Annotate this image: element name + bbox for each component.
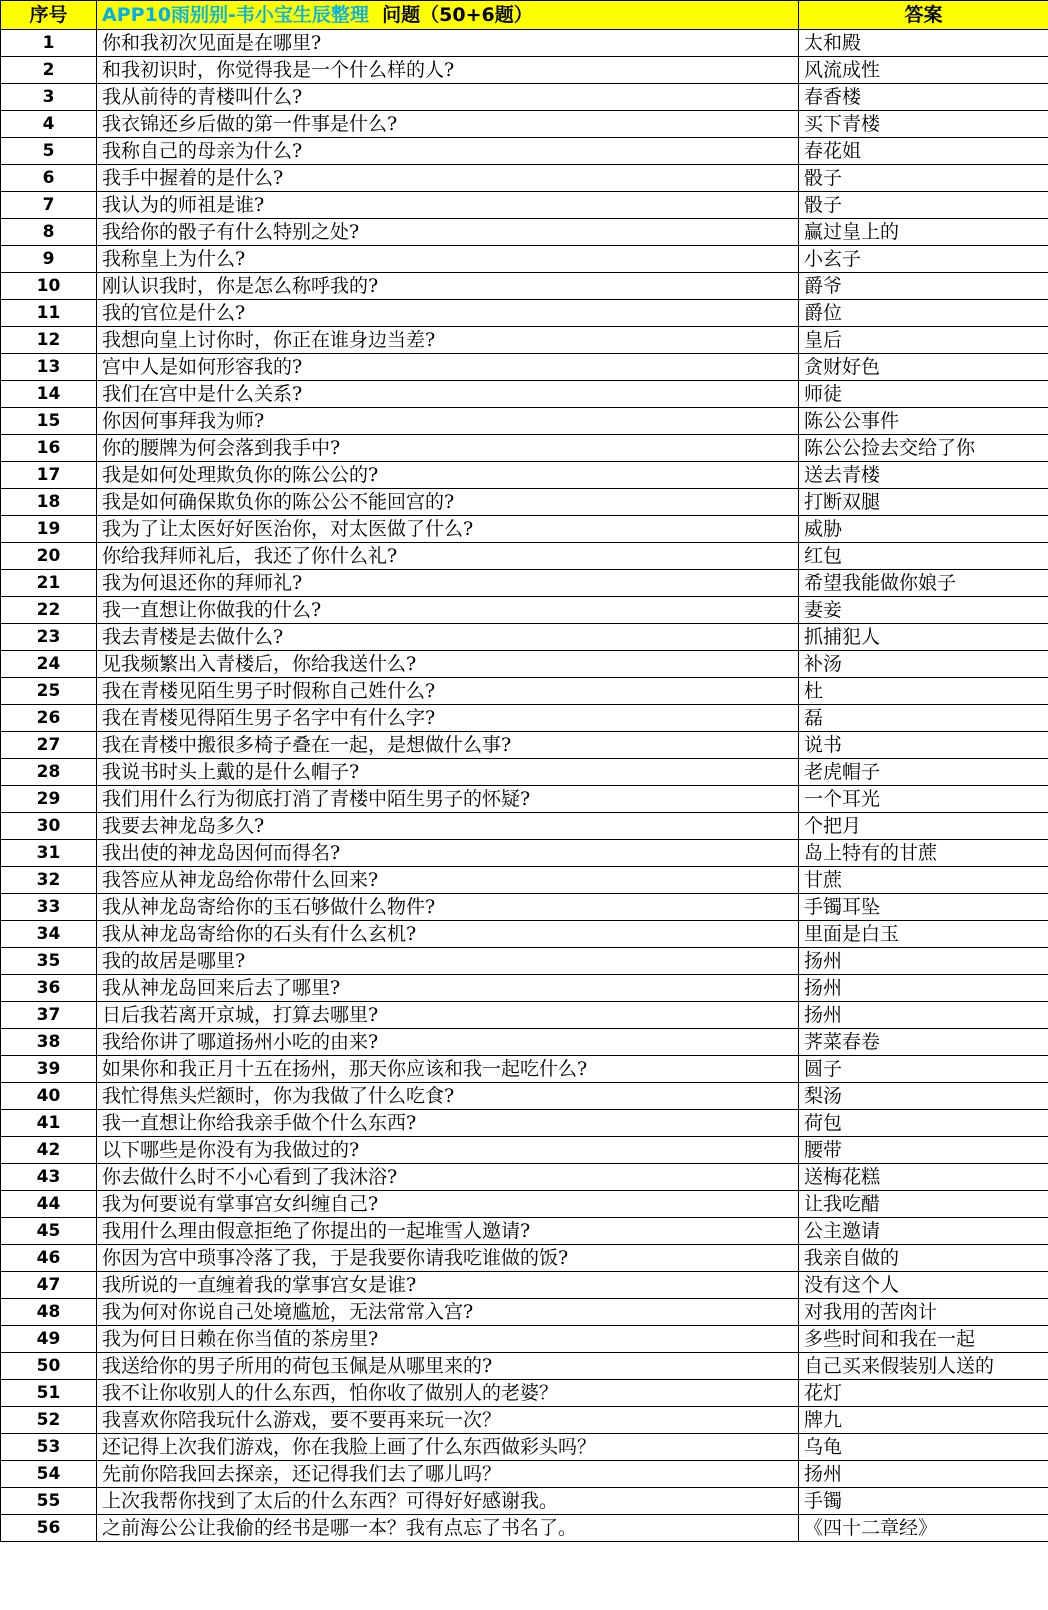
table-row bbox=[1, 786, 1048, 813]
table-row bbox=[1, 1002, 1048, 1029]
table-row bbox=[1, 300, 1048, 327]
row-question: 我称自己的母亲为什么? bbox=[97, 138, 799, 165]
row-question: 我为何日日赖在你当值的茶房里? bbox=[97, 1326, 799, 1353]
row-number: 19 bbox=[1, 516, 97, 543]
table-row bbox=[1, 1272, 1048, 1299]
row-answer: 乌龟 bbox=[799, 1434, 1048, 1461]
row-answer: 手镯耳坠 bbox=[799, 894, 1048, 921]
table-row bbox=[1, 1407, 1048, 1434]
row-number: 56 bbox=[1, 1515, 97, 1542]
table-row bbox=[1, 516, 1048, 543]
row-number: 22 bbox=[1, 597, 97, 624]
row-question: 你去做什么时不小心看到了我沐浴? bbox=[97, 1164, 799, 1191]
row-number: 28 bbox=[1, 759, 97, 786]
table-row bbox=[1, 1461, 1048, 1488]
table-row bbox=[1, 651, 1048, 678]
row-number: 10 bbox=[1, 273, 97, 300]
table-row bbox=[1, 732, 1048, 759]
row-answer: 皇后 bbox=[799, 327, 1048, 354]
table-row bbox=[1, 867, 1048, 894]
row-question: 和我初识时，你觉得我是一个什么样的人? bbox=[97, 57, 799, 84]
row-question: 我说书时头上戴的是什么帽子? bbox=[97, 759, 799, 786]
table-row bbox=[1, 219, 1048, 246]
row-question: 我为何退还你的拜师礼? bbox=[97, 570, 799, 597]
row-number: 8 bbox=[1, 219, 97, 246]
table-row bbox=[1, 192, 1048, 219]
row-number: 3 bbox=[1, 84, 97, 111]
row-answer: 老虎帽子 bbox=[799, 759, 1048, 786]
table-row bbox=[1, 1380, 1048, 1407]
table-row bbox=[1, 1434, 1048, 1461]
row-number: 20 bbox=[1, 543, 97, 570]
row-answer: 甘蔗 bbox=[799, 867, 1048, 894]
row-number: 23 bbox=[1, 624, 97, 651]
row-answer: 买下青楼 bbox=[799, 111, 1048, 138]
row-question: 我在青楼见得陌生男子名字中有什么字? bbox=[97, 705, 799, 732]
header-question bbox=[97, 1, 799, 30]
row-question: 我给你的骰子有什么特别之处? bbox=[97, 219, 799, 246]
row-answer: 对我用的苦肉计 bbox=[799, 1299, 1048, 1326]
table-row bbox=[1, 543, 1048, 570]
table-row bbox=[1, 1056, 1048, 1083]
table-row bbox=[1, 1137, 1048, 1164]
row-answer: 自己买来假装别人送的 bbox=[799, 1353, 1048, 1380]
table-row bbox=[1, 948, 1048, 975]
table-row bbox=[1, 1515, 1048, 1542]
table-row bbox=[1, 1353, 1048, 1380]
row-number: 1 bbox=[1, 30, 97, 57]
row-question: 我从神龙岛寄给你的玉石够做什么物件? bbox=[97, 894, 799, 921]
table-row bbox=[1, 597, 1048, 624]
row-answer: 春香楼 bbox=[799, 84, 1048, 111]
table-row bbox=[1, 894, 1048, 921]
row-question: 你因何事拜我为师? bbox=[97, 408, 799, 435]
row-question: 我想向皇上讨你时，你正在谁身边当差? bbox=[97, 327, 799, 354]
row-number: 21 bbox=[1, 570, 97, 597]
row-number: 16 bbox=[1, 435, 97, 462]
row-question: 日后我若离开京城，打算去哪里? bbox=[97, 1002, 799, 1029]
row-answer: 希望我能做你娘子 bbox=[799, 570, 1048, 597]
row-number: 15 bbox=[1, 408, 97, 435]
row-answer: 多些时间和我在一起 bbox=[799, 1326, 1048, 1353]
row-question: 我要去神龙岛多久? bbox=[97, 813, 799, 840]
row-answer: 花灯 bbox=[799, 1380, 1048, 1407]
row-question: 我去青楼是去做什么? bbox=[97, 624, 799, 651]
row-answer: 爵位 bbox=[799, 300, 1048, 327]
row-answer: 太和殿 bbox=[799, 30, 1048, 57]
row-answer: 扬州 bbox=[799, 948, 1048, 975]
row-question: 宫中人是如何形容我的? bbox=[97, 354, 799, 381]
row-answer: 我亲自做的 bbox=[799, 1245, 1048, 1272]
table-row bbox=[1, 1110, 1048, 1137]
table-row bbox=[1, 435, 1048, 462]
table-row bbox=[1, 705, 1048, 732]
row-answer: 梨汤 bbox=[799, 1083, 1048, 1110]
row-number: 41 bbox=[1, 1110, 97, 1137]
table-row bbox=[1, 111, 1048, 138]
row-answer: 威胁 bbox=[799, 516, 1048, 543]
row-question: 你的腰牌为何会落到我手中? bbox=[97, 435, 799, 462]
table-row bbox=[1, 1029, 1048, 1056]
table-row bbox=[1, 840, 1048, 867]
row-number: 51 bbox=[1, 1380, 97, 1407]
row-question: 我们用什么行为彻底打消了青楼中陌生男子的怀疑? bbox=[97, 786, 799, 813]
row-question: 我称皇上为什么? bbox=[97, 246, 799, 273]
table-row bbox=[1, 273, 1048, 300]
row-question: 我为何要说有掌事宫女纠缠自己? bbox=[97, 1191, 799, 1218]
row-answer: 陈公公捡去交给了你 bbox=[799, 435, 1048, 462]
row-question: 我在青楼见陌生男子时假称自己姓什么? bbox=[97, 678, 799, 705]
table-row bbox=[1, 138, 1048, 165]
row-question: 我忙得焦头烂额时，你为我做了什么吃食? bbox=[97, 1083, 799, 1110]
header-title-accent: APP10雨别别-韦小宝生辰整理 bbox=[102, 3, 369, 26]
row-number: 33 bbox=[1, 894, 97, 921]
row-answer: 磊 bbox=[799, 705, 1048, 732]
row-number: 46 bbox=[1, 1245, 97, 1272]
row-answer: 让我吃醋 bbox=[799, 1191, 1048, 1218]
table-row bbox=[1, 813, 1048, 840]
row-answer: 打断双腿 bbox=[799, 489, 1048, 516]
row-number: 2 bbox=[1, 57, 97, 84]
table-row bbox=[1, 1488, 1048, 1515]
row-question: 我喜欢你陪我玩什么游戏，要不要再来玩一次？ bbox=[97, 1407, 799, 1434]
row-question: 我的官位是什么? bbox=[97, 300, 799, 327]
row-question: 我是如何确保欺负你的陈公公不能回宫的? bbox=[97, 489, 799, 516]
row-number: 52 bbox=[1, 1407, 97, 1434]
row-answer: 贪财好色 bbox=[799, 354, 1048, 381]
table-row bbox=[1, 678, 1048, 705]
row-question: 我在青楼中搬很多椅子叠在一起，是想做什么事? bbox=[97, 732, 799, 759]
table-row bbox=[1, 30, 1048, 57]
row-number: 12 bbox=[1, 327, 97, 354]
row-answer: 陈公公事件 bbox=[799, 408, 1048, 435]
row-answer: 赢过皇上的 bbox=[799, 219, 1048, 246]
row-answer: 扬州 bbox=[799, 975, 1048, 1002]
row-answer: 师徒 bbox=[799, 381, 1048, 408]
header-title-rest: 问题（50+6题） bbox=[382, 3, 533, 26]
row-number: 11 bbox=[1, 300, 97, 327]
row-answer: 小玄子 bbox=[799, 246, 1048, 273]
row-question: 我所说的一直缠着我的掌事宫女是谁? bbox=[97, 1272, 799, 1299]
row-answer: 送梅花糕 bbox=[799, 1164, 1048, 1191]
table-row bbox=[1, 489, 1048, 516]
row-answer: 骰子 bbox=[799, 165, 1048, 192]
table-row bbox=[1, 57, 1048, 84]
row-answer: 公主邀请 bbox=[799, 1218, 1048, 1245]
table-row bbox=[1, 975, 1048, 1002]
row-number: 38 bbox=[1, 1029, 97, 1056]
row-answer: 抓捕犯人 bbox=[799, 624, 1048, 651]
row-number: 39 bbox=[1, 1056, 97, 1083]
header-row bbox=[1, 1, 1048, 30]
row-answer: 牌九 bbox=[799, 1407, 1048, 1434]
row-answer: 红包 bbox=[799, 543, 1048, 570]
table-row bbox=[1, 408, 1048, 435]
table-row bbox=[1, 1083, 1048, 1110]
row-question: 我们在宫中是什么关系? bbox=[97, 381, 799, 408]
table-body bbox=[1, 30, 1048, 1542]
table-row bbox=[1, 1218, 1048, 1245]
row-number: 50 bbox=[1, 1353, 97, 1380]
row-question: 我衣锦还乡后做的第一件事是什么? bbox=[97, 111, 799, 138]
row-number: 4 bbox=[1, 111, 97, 138]
row-answer: 补汤 bbox=[799, 651, 1048, 678]
row-question: 我不让你收别人的什么东西，怕你收了做别人的老婆？ bbox=[97, 1380, 799, 1407]
row-answer: 杜 bbox=[799, 678, 1048, 705]
table-row bbox=[1, 381, 1048, 408]
row-number: 43 bbox=[1, 1164, 97, 1191]
row-number: 53 bbox=[1, 1434, 97, 1461]
row-answer: 爵爷 bbox=[799, 273, 1048, 300]
row-number: 30 bbox=[1, 813, 97, 840]
row-question: 上次我帮你找到了太后的什么东西？可得好好感谢我。 bbox=[97, 1488, 799, 1515]
row-answer: 没有这个人 bbox=[799, 1272, 1048, 1299]
table-row bbox=[1, 570, 1048, 597]
row-answer: 扬州 bbox=[799, 1461, 1048, 1488]
row-answer: 风流成性 bbox=[799, 57, 1048, 84]
row-number: 5 bbox=[1, 138, 97, 165]
row-number: 29 bbox=[1, 786, 97, 813]
row-question: 我用什么理由假意拒绝了你提出的一起堆雪人邀请? bbox=[97, 1218, 799, 1245]
table-row bbox=[1, 1191, 1048, 1218]
row-answer: 一个耳光 bbox=[799, 786, 1048, 813]
row-number: 42 bbox=[1, 1137, 97, 1164]
row-answer: 里面是白玉 bbox=[799, 921, 1048, 948]
row-number: 24 bbox=[1, 651, 97, 678]
row-answer: 妻妾 bbox=[799, 597, 1048, 624]
table-row bbox=[1, 462, 1048, 489]
row-question: 之前海公公让我偷的经书是哪一本？我有点忘了书名了。 bbox=[97, 1515, 799, 1542]
table-row bbox=[1, 759, 1048, 786]
header-answer: 答案 bbox=[799, 1, 1048, 30]
row-number: 47 bbox=[1, 1272, 97, 1299]
row-question: 你给我拜师礼后，我还了你什么礼? bbox=[97, 543, 799, 570]
table-row bbox=[1, 327, 1048, 354]
row-question: 我从前待的青楼叫什么? bbox=[97, 84, 799, 111]
row-answer: 骰子 bbox=[799, 192, 1048, 219]
row-answer: 荠菜春卷 bbox=[799, 1029, 1048, 1056]
row-question: 我为何对你说自己处境尴尬，无法常常入宫? bbox=[97, 1299, 799, 1326]
row-answer: 说书 bbox=[799, 732, 1048, 759]
row-number: 49 bbox=[1, 1326, 97, 1353]
row-question: 刚认识我时，你是怎么称呼我的? bbox=[97, 273, 799, 300]
table-row bbox=[1, 354, 1048, 381]
row-number: 37 bbox=[1, 1002, 97, 1029]
row-question: 我手中握着的是什么? bbox=[97, 165, 799, 192]
row-answer: 送去青楼 bbox=[799, 462, 1048, 489]
row-question: 我从神龙岛回来后去了哪里? bbox=[97, 975, 799, 1002]
row-answer: 扬州 bbox=[799, 1002, 1048, 1029]
row-question: 先前你陪我回去探亲，还记得我们去了哪儿吗？ bbox=[97, 1461, 799, 1488]
row-number: 14 bbox=[1, 381, 97, 408]
row-number: 55 bbox=[1, 1488, 97, 1515]
row-number: 54 bbox=[1, 1461, 97, 1488]
row-number: 13 bbox=[1, 354, 97, 381]
row-question: 我送给你的男子所用的荷包玉佩是从哪里来的? bbox=[97, 1353, 799, 1380]
table-row bbox=[1, 84, 1048, 111]
row-number: 9 bbox=[1, 246, 97, 273]
row-question: 我是如何处理欺负你的陈公公的? bbox=[97, 462, 799, 489]
row-number: 7 bbox=[1, 192, 97, 219]
row-number: 36 bbox=[1, 975, 97, 1002]
row-question: 我一直想让你做我的什么? bbox=[97, 597, 799, 624]
row-question: 以下哪些是你没有为我做过的? bbox=[97, 1137, 799, 1164]
table-row bbox=[1, 1164, 1048, 1191]
row-answer: 《四十二章经》 bbox=[799, 1515, 1048, 1542]
table-row bbox=[1, 1245, 1048, 1272]
row-question: 我认为的师祖是谁? bbox=[97, 192, 799, 219]
row-answer: 圆子 bbox=[799, 1056, 1048, 1083]
table-row bbox=[1, 1326, 1048, 1353]
row-answer: 手镯 bbox=[799, 1488, 1048, 1515]
row-question: 如果你和我正月十五在扬州，那天你应该和我一起吃什么? bbox=[97, 1056, 799, 1083]
table-row bbox=[1, 921, 1048, 948]
row-number: 26 bbox=[1, 705, 97, 732]
row-question: 我的故居是哪里? bbox=[97, 948, 799, 975]
row-number: 6 bbox=[1, 165, 97, 192]
row-question: 见我频繁出入青楼后，你给我送什么? bbox=[97, 651, 799, 678]
row-number: 25 bbox=[1, 678, 97, 705]
header-num: 序号 bbox=[1, 1, 97, 30]
table-row bbox=[1, 165, 1048, 192]
row-question: 我答应从神龙岛给你带什么回来? bbox=[97, 867, 799, 894]
table-row bbox=[1, 624, 1048, 651]
row-number: 48 bbox=[1, 1299, 97, 1326]
row-number: 31 bbox=[1, 840, 97, 867]
row-number: 45 bbox=[1, 1218, 97, 1245]
row-number: 34 bbox=[1, 921, 97, 948]
row-question: 我为了让太医好好医治你，对太医做了什么? bbox=[97, 516, 799, 543]
row-number: 40 bbox=[1, 1083, 97, 1110]
row-number: 32 bbox=[1, 867, 97, 894]
row-question: 你因为宫中琐事冷落了我，于是我要你请我吃谁做的饭? bbox=[97, 1245, 799, 1272]
row-number: 27 bbox=[1, 732, 97, 759]
row-question: 还记得上次我们游戏，你在我脸上画了什么东西做彩头吗？ bbox=[97, 1434, 799, 1461]
row-answer: 腰带 bbox=[799, 1137, 1048, 1164]
row-question: 你和我初次见面是在哪里? bbox=[97, 30, 799, 57]
row-answer: 岛上特有的甘蔗 bbox=[799, 840, 1048, 867]
row-answer: 春花姐 bbox=[799, 138, 1048, 165]
table-row bbox=[1, 1299, 1048, 1326]
row-number: 17 bbox=[1, 462, 97, 489]
row-question: 我出使的神龙岛因何而得名? bbox=[97, 840, 799, 867]
row-question: 我从神龙岛寄给你的石头有什么玄机? bbox=[97, 921, 799, 948]
row-number: 35 bbox=[1, 948, 97, 975]
row-answer: 个把月 bbox=[799, 813, 1048, 840]
row-number: 18 bbox=[1, 489, 97, 516]
row-number: 44 bbox=[1, 1191, 97, 1218]
row-question: 我一直想让你给我亲手做个什么东西? bbox=[97, 1110, 799, 1137]
row-answer: 荷包 bbox=[799, 1110, 1048, 1137]
row-question: 我给你讲了哪道扬州小吃的由来? bbox=[97, 1029, 799, 1056]
table-row bbox=[1, 246, 1048, 273]
